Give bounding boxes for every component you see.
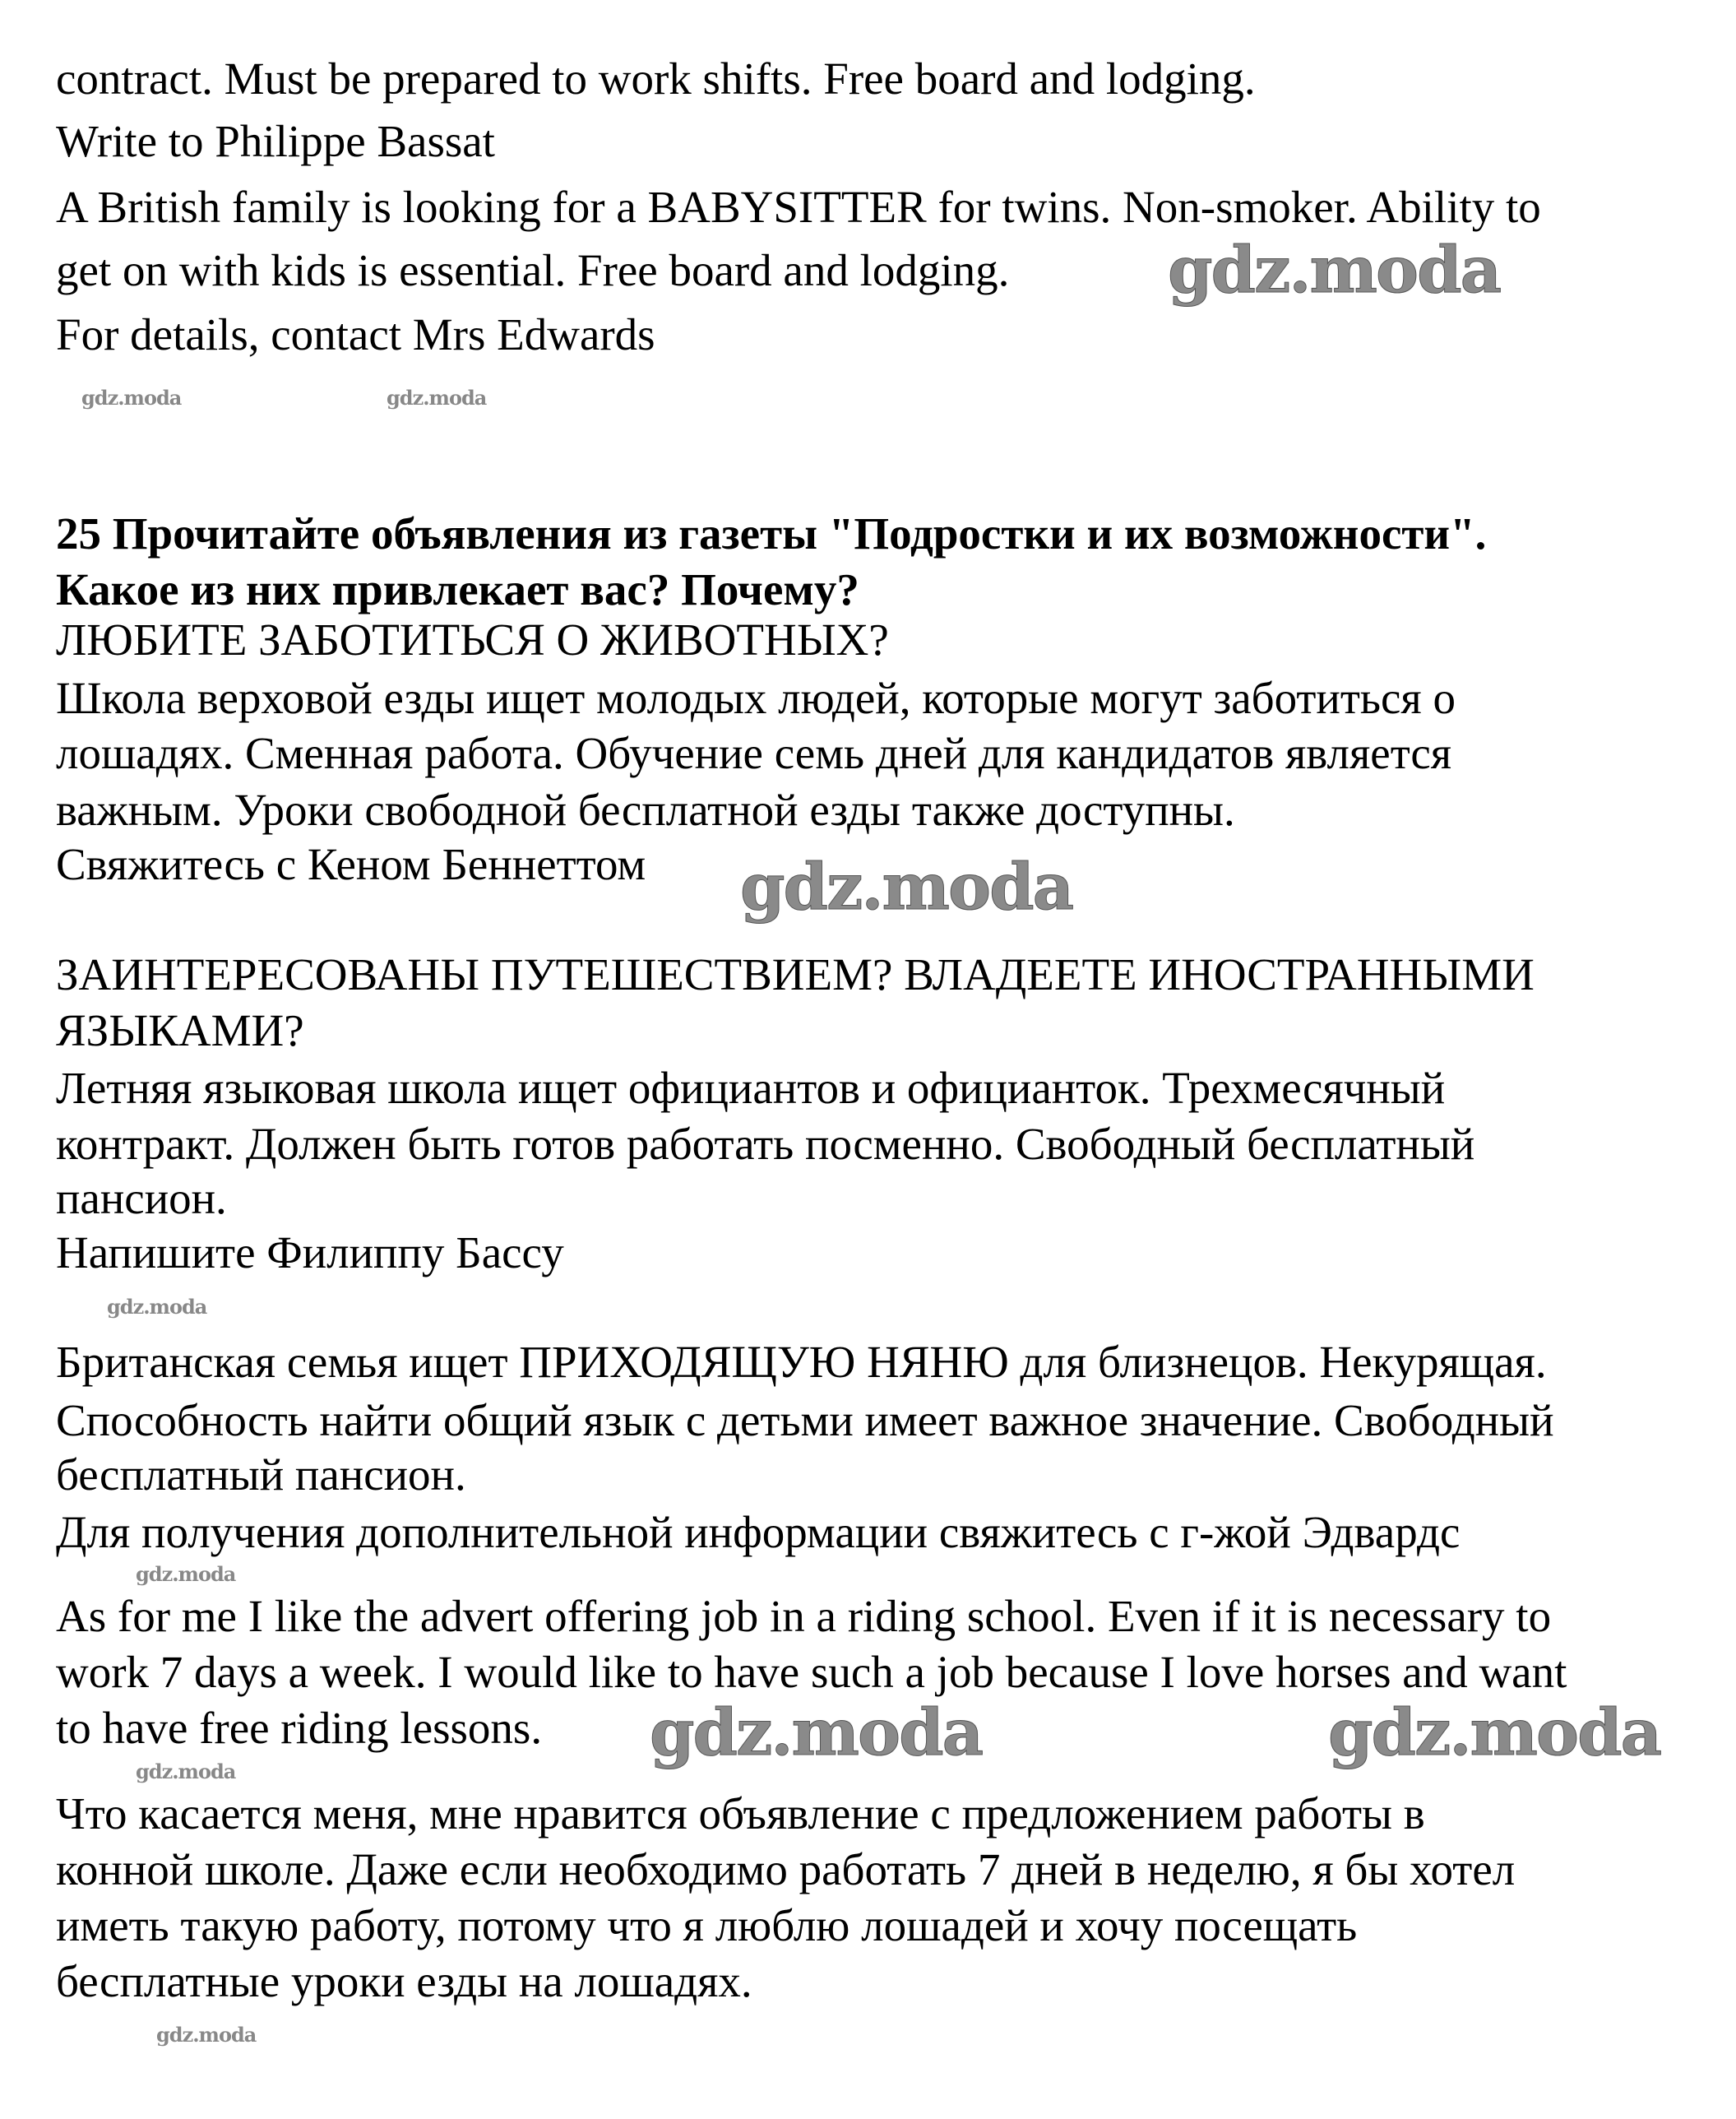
text-line: Что касается меня, мне нравится объявление с предложением работы в xyxy=(56,1788,1425,1838)
watermark: gdz.moda xyxy=(81,386,182,410)
watermark: gdz.moda xyxy=(136,1562,236,1586)
text-line: бесплатный пансион. xyxy=(56,1449,466,1500)
text-line: Write to Philippe Bassat xyxy=(56,116,495,166)
text-line: лошадях. Сменная работа. Обучение семь дней для кандидатов является xyxy=(56,728,1452,778)
text-line: get on with kids is essential. Free board and lodging. xyxy=(56,245,1010,295)
exercise-heading-line: 25 Прочитайте объявления из газеты "Подростки и их возможности". xyxy=(56,508,1487,559)
watermark: gdz.moda xyxy=(156,2023,257,2047)
watermark: gdz.moda xyxy=(387,386,487,410)
text-line: Способность найти общий язык с детьми имеет важное значение. Свободный xyxy=(56,1395,1554,1445)
text-line: work 7 days a week. I would like to have such a job because I love horses and want xyxy=(56,1647,1567,1697)
text-line: Школа верховой езды ищет молодых людей, которые могут заботиться о xyxy=(56,673,1456,723)
text-line: For details, contact Mrs Edwards xyxy=(56,309,655,359)
text-line: ЛЮБИТЕ ЗАБОТИТЬСЯ О ЖИВОТНЫХ? xyxy=(56,614,889,665)
text-line: контракт. Должен быть готов работать посменно. Свободный бесплатный xyxy=(56,1119,1475,1169)
text-line: ЯЗЫКАМИ? xyxy=(56,1005,304,1055)
watermark: gdz.moda xyxy=(650,1695,983,1770)
watermark: gdz.moda xyxy=(740,850,1073,925)
text-line: Британская семья ищет ПРИХОДЯЩУЮ НЯНЮ для близнецов. Некурящая. xyxy=(56,1337,1547,1387)
text-line: contract. Must be prepared to work shifts. Free board and lodging. xyxy=(56,53,1256,104)
text-line: to have free riding lessons. xyxy=(56,1703,543,1753)
text-line: Свяжитесь с Кеном Беннеттом xyxy=(56,839,646,889)
text-line: Для получения дополнительной информации свяжитесь с г-жой Эдвардс xyxy=(56,1507,1461,1557)
exercise-heading-line: Какое из них привлекает вас? Почему? xyxy=(56,564,859,614)
text-line: конной школе. Даже если необходимо работать 7 дней в неделю, я бы хотел xyxy=(56,1844,1516,1894)
text-line: A British family is looking for a BABYSITTER for twins. Non-smoker. Ability to xyxy=(56,182,1541,232)
watermark: gdz.moda xyxy=(1328,1695,1661,1770)
text-line: иметь такую работу, потому что я люблю лошадей и хочу посещать xyxy=(56,1900,1358,1950)
text-line: пансион. xyxy=(56,1173,227,1223)
watermark: gdz.moda xyxy=(107,1295,207,1319)
text-line: важным. Уроки свободной бесплатной езды также доступны. xyxy=(56,785,1235,835)
watermark: gdz.moda xyxy=(1168,233,1501,308)
text-line: бесплатные уроки езды на лошадях. xyxy=(56,1956,752,2006)
text-line: ЗАИНТЕРЕСОВАНЫ ПУТЕШЕСТВИЕМ? ВЛАДЕЕТЕ ИНОСТРАННЫМИ xyxy=(56,949,1535,999)
text-line: Напишите Филиппу Бассу xyxy=(56,1227,564,1277)
text-line: As for me I like the advert offering job in a riding school. Even if it is necessary to xyxy=(56,1591,1552,1641)
text-line: Летняя языковая школа ищет официантов и официанток. Трехмесячный xyxy=(56,1063,1446,1113)
watermark: gdz.moda xyxy=(136,1760,236,1783)
